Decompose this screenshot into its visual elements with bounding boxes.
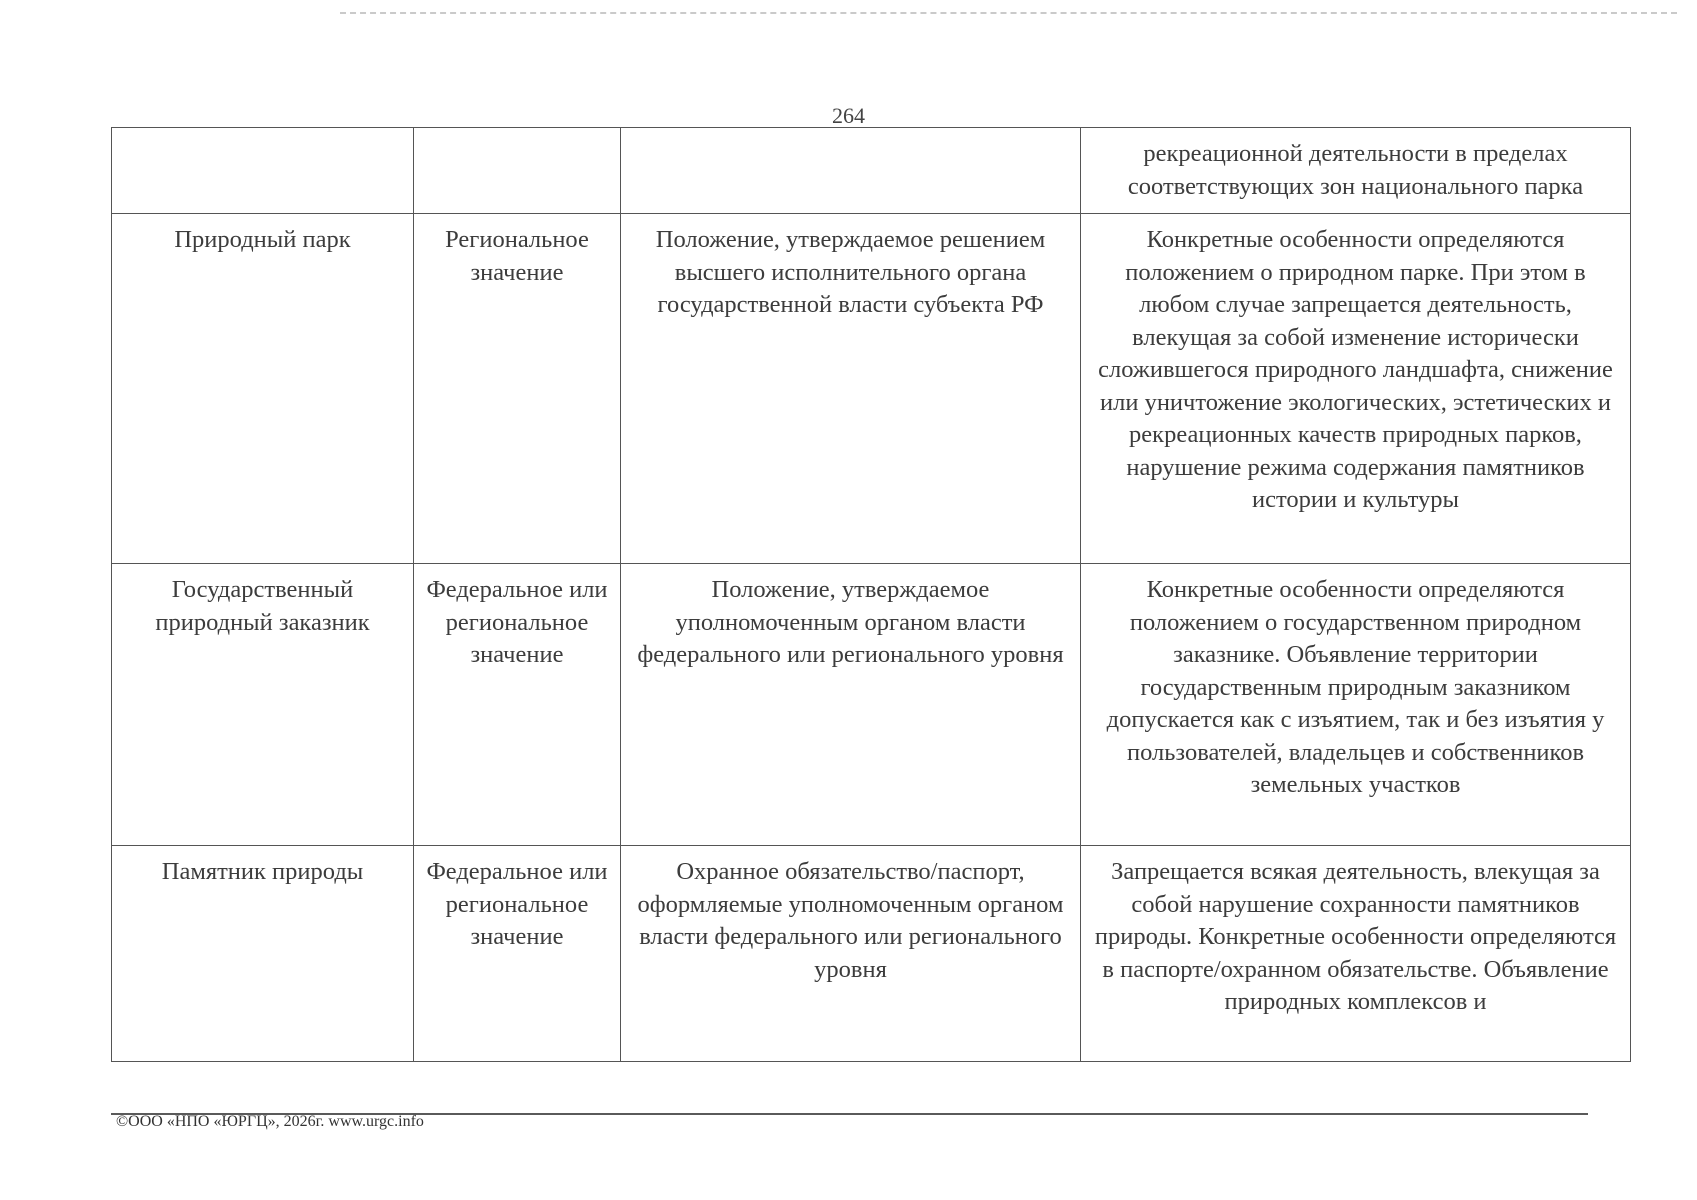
table-row bbox=[112, 564, 1631, 846]
cell-significance bbox=[414, 128, 621, 214]
table-row bbox=[112, 846, 1631, 1062]
cell-document: Положение, утверждаемое уполномоченным органом власти федерального или регионального уровня bbox=[621, 564, 1081, 846]
top-scan-artifact bbox=[340, 12, 1677, 18]
footer-copyright: ©ООО «НПО «ЮРГЦ», 2026г. www.urgc.info bbox=[116, 1113, 424, 1130]
cell-name bbox=[112, 128, 414, 214]
cell-regime: рекреационной деятельности в пределах соответствующих зон национального парка bbox=[1081, 128, 1631, 214]
cell-name: Природный парк bbox=[112, 214, 414, 564]
cell-regime: Конкретные особенности определяются положением о государственном природном заказнике. Объявление территории государственным природным заказником допускается как с изъятием, так и без изъятия у пользователей, владельцев и собственников земельных участков bbox=[1081, 564, 1631, 846]
cell-significance: Региональное значение bbox=[414, 214, 621, 564]
cell-name: Государственный природный заказник bbox=[112, 564, 414, 846]
cell-document: Положение, утверждаемое решением высшего исполнительного органа государственной власти субъекта РФ bbox=[621, 214, 1081, 564]
cell-significance: Федеральное или региональное значение bbox=[414, 564, 621, 846]
cell-document: Охранное обязательство/паспорт, оформляемые уполномоченным органом власти федерального или регионального уровня bbox=[621, 846, 1081, 1062]
cell-name: Памятник природы bbox=[112, 846, 414, 1062]
protected-areas-table bbox=[111, 127, 1631, 1062]
table-row bbox=[112, 128, 1631, 214]
cell-significance: Федеральное или региональное значение bbox=[414, 846, 621, 1062]
table-row bbox=[112, 214, 1631, 564]
cell-regime: Конкретные особенности определяются положением о природном парке. При этом в любом случае запрещается деятельность, влекущая за собой изменение исторически сложившегося природного ландшафта, снижение или уничтожение экологических, эстетических и рекреационных качеств природных парков, нарушение режима содержания памятников истории и культуры bbox=[1081, 214, 1631, 564]
cell-document bbox=[621, 128, 1081, 214]
cell-regime: Запрещается всякая деятельность, влекущая за собой нарушение сохранности памятников природы. Конкретные особенности определяются в паспорте/охранном обязательстве. Объявление природных комплексов и bbox=[1081, 846, 1631, 1062]
page-number: 264 bbox=[832, 103, 865, 128]
